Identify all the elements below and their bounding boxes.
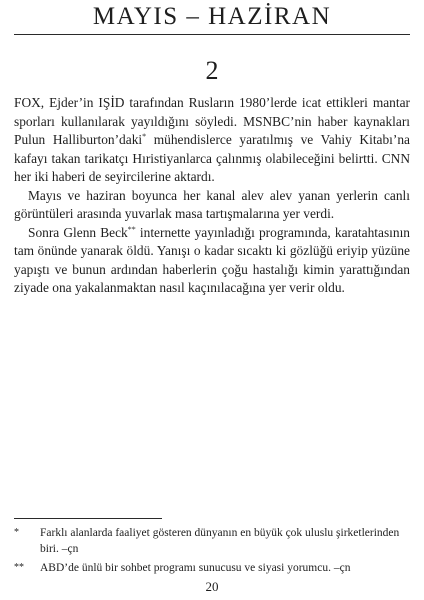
- footnote-1: [14, 525, 410, 557]
- paragraph-1: [14, 94, 410, 187]
- footnote-2: [14, 560, 410, 576]
- running-head-rule: [14, 34, 410, 35]
- footnotes: [14, 525, 410, 579]
- paragraph-1-part-a: FOX, Ejder’in IŞİD tarafından Rusların 1980’lerde icat ettikleri mantar sporları kullanılarak yayıldığını söyledi. MSNBC’nin haber kaynakları Pulun Halliburton’daki: [14, 95, 410, 147]
- footnote-rule: [14, 518, 162, 519]
- footnote-1-text: Farklı alanlarda faaliyet gösteren dünyanın en büyük çok uluslu şirketlerinden biri. –çn: [40, 527, 400, 555]
- paragraph-3-part-b: internette yayınladığı programında, karatahtasının tam önünde yanarak öldü. Yanışı o kadar sıcaktı ki gözlüğü eriyip yüzüne yapıştı ve bunun ardından haberlerin çoğu hastalığı kimin yarattığından ziyade ona yakalanmaktan nasıl kaçınılacağına yer verir oldu.: [14, 224, 410, 295]
- body-text: [14, 94, 410, 298]
- footnote-2-text: ABD’de ünlü bir sohbet programı sunucusu ve siyasi yorumcu. –çn: [40, 562, 351, 574]
- paragraph-1-part-b: mühendislerce yaratılmış ve Vahiy Kitabı’na kafayı takan tarikatçı Hıristiyanlarca çalınmış olabileceğini belirtti. CNN her iki haberi de seyircilerine aktardı.: [14, 132, 411, 184]
- paragraph-2: Mayıs ve haziran boyunca her kanal alev alev yanan yerlerin canlı görüntüleri arasında yuvarlak masa tartışmalarına yer verdi.: [14, 187, 410, 221]
- footnote-ref-2: **: [127, 224, 136, 234]
- chapter-number: 2: [205, 56, 219, 85]
- footnote-1-symbol: *: [14, 527, 19, 538]
- running-head: MAYIS – HAZİRAN: [92, 3, 332, 30]
- paragraph-3: [14, 224, 410, 298]
- paragraph-3-part-a: Sonra Glenn Beck: [28, 224, 128, 240]
- footnote-2-symbol: **: [14, 562, 24, 573]
- page-number: 20: [205, 579, 219, 594]
- footnote-ref-1: *: [142, 132, 147, 141]
